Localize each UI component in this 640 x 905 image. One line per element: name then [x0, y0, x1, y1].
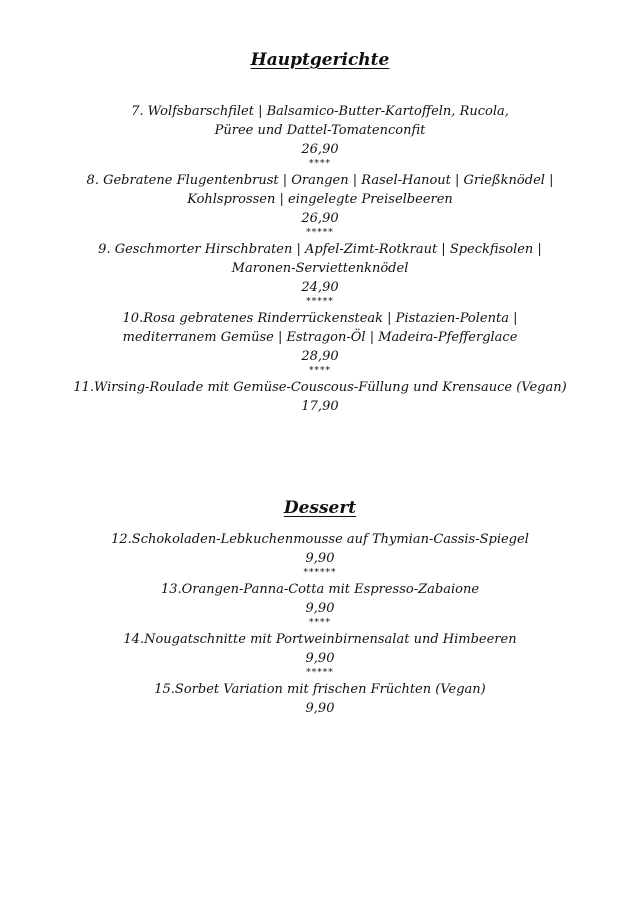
item-description: 12.Schokoladen-Lebkuchenmousse auf Thymian-Cassis-Spiegel: [111, 532, 529, 547]
item-price: 9,90: [305, 651, 335, 666]
dessert-section: [0, 498, 640, 718]
item-description: 14.Nougatschnitte mit Portweinbirnensalat und Himbeeren: [123, 632, 517, 647]
item-separator: *****: [306, 297, 334, 307]
item-description: 11.Wirsing-Roulade mit Gemüse-Couscous-Füllung und Krensauce (Vegan): [73, 380, 567, 395]
menu-item-13: [0, 580, 640, 628]
item-separator: ****: [309, 366, 331, 376]
item-price: 24,90: [301, 280, 339, 295]
item-price: 9,90: [305, 601, 335, 616]
item-separator: *****: [306, 668, 334, 678]
item-separator: ****: [309, 618, 331, 628]
item-description: 9. Geschmorter Hirschbraten | Apfel-Zimt-Rotkraut | Speckfisolen |: [98, 242, 542, 257]
menu-item-11: [0, 378, 640, 416]
section-title-main: Hauptgerichte: [250, 50, 390, 70]
item-description: Maronen-Serviettenknödel: [231, 261, 409, 276]
item-separator: *****: [306, 228, 334, 238]
item-separator: ******: [303, 568, 337, 578]
menu-item-9: [0, 240, 640, 307]
section-title-dessert: Dessert: [283, 498, 357, 518]
item-separator: ****: [309, 159, 331, 169]
item-description: 15.Sorbet Variation mit frischen Früchten (Vegan): [154, 682, 486, 697]
item-description: Püree und Dattel-Tomatenconfit: [214, 123, 426, 138]
item-price: 9,90: [305, 701, 335, 716]
item-price: 9,90: [305, 551, 335, 566]
item-price: 26,90: [301, 142, 339, 157]
menu-item-15: [0, 680, 640, 718]
menu-item-12: [0, 530, 640, 578]
item-description: 7. Wolfsbarschfilet | Balsamico-Butter-Kartoffeln, Rucola,: [131, 104, 509, 119]
item-description: 10.Rosa gebratenes Rinderrückensteak | Pistazien-Polenta |: [122, 311, 518, 326]
item-description: mediterranem Gemüse | Estragon-Öl | Madeira-Pfefferglace: [122, 330, 518, 345]
menu-item-14: [0, 630, 640, 678]
menu-item-7: [0, 102, 640, 169]
menu-item-10: [0, 309, 640, 376]
menu-item-8: [0, 171, 640, 238]
item-description: 13.Orangen-Panna-Cotta mit Espresso-Zabaione: [160, 582, 480, 597]
item-description: 8. Gebratene Flugentenbrust | Orangen | Rasel-Hanout | Grießknödel |: [86, 173, 554, 188]
main-course-section: [0, 50, 640, 416]
item-description: Kohlsprossen | eingelegte Preiselbeeren: [187, 192, 453, 207]
item-price: 28,90: [301, 349, 339, 364]
item-price: 26,90: [301, 211, 339, 226]
item-price: 17,90: [301, 399, 339, 414]
